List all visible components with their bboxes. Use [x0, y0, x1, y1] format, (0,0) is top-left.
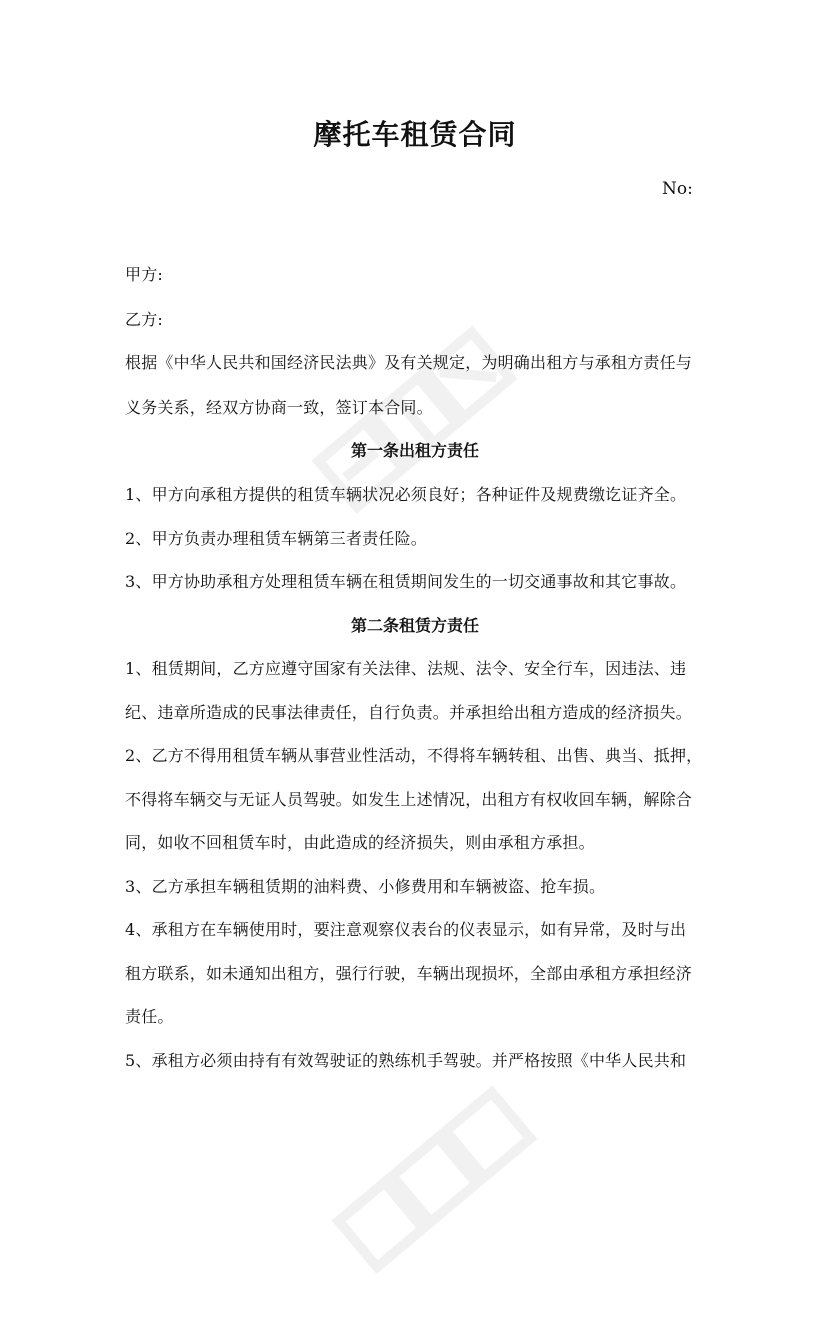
clause-line: 4、承租方在车辆使用时，要注意观察仪表台的仪表显示，如有异常，及时与出	[125, 920, 687, 939]
section-heading: 第二条租赁方责任	[350, 616, 479, 635]
party-a-label: 甲方:	[125, 265, 163, 284]
clause-line: 纪、违章所造成的民事法律责任，自行负责。并承担给出租方造成的经济损失。	[125, 703, 693, 722]
clause-line: 2、乙方不得用租赁车辆从事营业性活动，不得将车辆转租、出售、典当、抵押，	[125, 746, 703, 765]
document-title: 摩托车租赁合同	[313, 118, 517, 151]
watermark-icon	[300, 1060, 560, 1320]
clause-line: 1、甲方向承租方提供的租赁车辆状况必须良好；各种证件及规费缴讫证齐全。	[125, 485, 687, 504]
document-number-label: No:	[662, 179, 693, 199]
clause-line: 不得将车辆交与无证人员驾驶。如发生上述情况，出租方有权收回车辆，解除合	[125, 790, 693, 809]
intro-line: 义务关系，经双方协商一致，签订本合同。	[125, 398, 433, 417]
clause-line: 租方联系，如未通知出租方，强行行驶，车辆出现损坏，全部由承租方承担经济	[125, 964, 693, 983]
intro-line: 根据《中华人民共和国经济民法典》及有关规定，为明确出租方与承租方责任与	[125, 353, 693, 372]
clause-line: 1、租赁期间，乙方应遵守国家有关法律、法规、法令、安全行车，因违法、违	[125, 659, 687, 678]
clause-line: 责任。	[125, 1007, 174, 1026]
clause-line: 2、甲方负责办理租赁车辆第三者责任险。	[125, 529, 427, 548]
clause-line: 3、乙方承担车辆租赁期的油料费、小修费用和车辆被盗、抢车损。	[125, 877, 606, 896]
clause-line: 3、甲方协助承租方处理租赁车辆在租赁期间发生的一切交通事故和其它事故。	[125, 572, 687, 591]
section-heading: 第一条出租方责任	[350, 441, 479, 460]
party-b-label: 乙方:	[125, 310, 163, 329]
clause-line: 同，如收不回租赁车时，由此造成的经济损失，则由承租方承担。	[125, 833, 595, 852]
clause-line: 5、承租方必须由持有有效驾驶证的熟练机手驾驶。并严格按照《中华人民共和	[125, 1051, 687, 1070]
watermark-icon	[280, 300, 540, 560]
